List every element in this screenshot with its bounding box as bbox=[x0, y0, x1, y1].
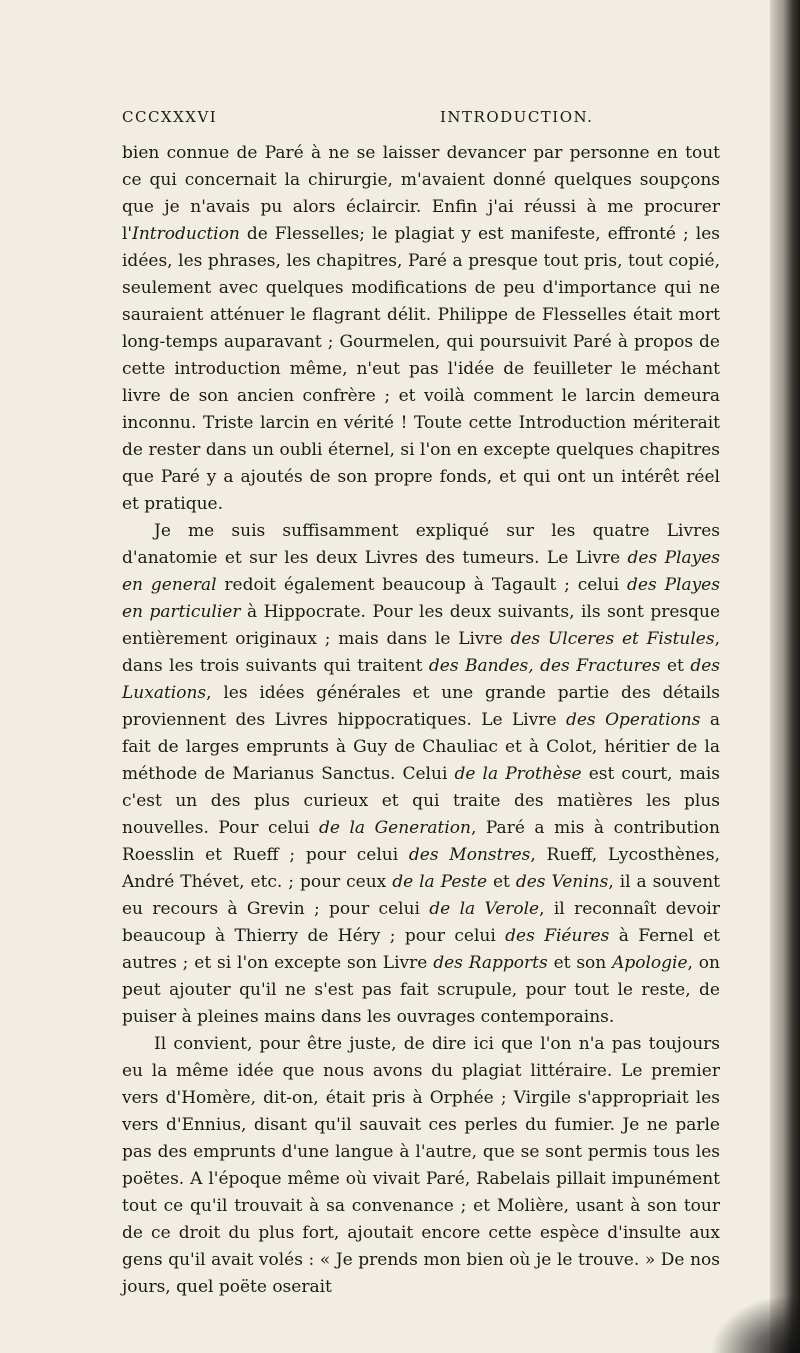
paragraph-3 bbox=[122, 1031, 720, 1301]
text-run: , il a souvent eu recours à Grevin ; pour celui bbox=[122, 872, 720, 919]
body-text bbox=[122, 140, 720, 1301]
running-title: INTRODUCTION. bbox=[440, 108, 594, 126]
page-edge-shadow bbox=[770, 0, 800, 1353]
text-run: bien connue de Paré à ne se laisser devancer par personne en tout ce qui concernait la chirurgie, m'avaient donné quelques soupçons que je n'avais pu alors éclaircir. Enfin j'ai réussi à me procurer l' bbox=[122, 143, 720, 244]
text-run: de Flesselles; le plagiat y est manifeste, effronté ; les idées, les phrases, les chapitres, Paré a presque tout pris, tout copié, seulement avec quelques modifications de peu d'importance qui ne sauraient atténuer le flagrant délit. Philippe de Flesselles était mort long-temps auparavant ; Gourmelen, qui poursuivit Paré à propos de cette introduction même, n'eut pas l'idée de feuilleter le méchant livre de son ancien confrère ; et voilà comment le larcin demeura inconnu. Triste larcin en vérité ! Toute cette Introduction mériterait de rester dans un oubli éternel, si l'on en excepte quelques chapitres que Paré y a ajoutés de son propre fonds, et qui ont un intérêt réel et pratique. bbox=[122, 224, 720, 514]
text-run: et son bbox=[547, 953, 613, 973]
text-run: , les idées générales et une grande partie des détails proviennent des Livres hippocratiques. Le Livre bbox=[122, 683, 720, 730]
text-run: à Hippocrate. Pour les deux suivants, ils sont presque entièrement originaux ; mais dans le Livre bbox=[122, 602, 721, 649]
italic-title-text: de la Generation bbox=[318, 818, 471, 838]
italic-title-text: des Venins bbox=[515, 872, 609, 892]
page-header bbox=[122, 108, 722, 134]
italic-title-text: de la Prothèse bbox=[454, 764, 582, 784]
text-run: , dans les trois suivants qui traitent bbox=[122, 629, 720, 676]
text-run: , on peut ajouter qu'il ne s'est pas fait scrupule, pour tout le reste, de puiser à pleines mains dans les ouvrages contemporains. bbox=[122, 953, 720, 1027]
text-run: a fait de larges emprunts à Guy de Chauliac et à Colot, héritier de la méthode de Marianus Sanctus. Celui bbox=[122, 710, 720, 784]
text-run: Je me suis suffisamment expliqué sur les quatre Livres d'anatomie et sur les deux Livres des tumeurs. Le Livre bbox=[122, 521, 720, 568]
text-run: , Rueff, Lycosthènes, André Thévet, etc. ; pour ceux bbox=[122, 845, 720, 892]
italic-title-text: Apologie bbox=[612, 953, 688, 973]
text-run: , il reconnaît devoir beaucoup à Thierry de Héry ; pour celui bbox=[122, 899, 720, 946]
page-number: CCCXXXVI bbox=[122, 108, 218, 126]
text-run: Il convient, pour être juste, de dire ici que l'on n'a pas toujours eu la même idée que nous avons du plagiat littéraire. Le premier vers d'Homère, dit-on, était pris à Orphée ; Virgile s'appropriait les vers d'Ennius, disant qu'il sauvait ces perles du fumier. Je ne parle pas des emprunts d'une langue à l'autre, que se sont permis tous les poëtes. A l'époque même où vivait Paré, Rabelais pillait impunément tout ce qu'il trouvait à sa convenance ; et Molière, usant à son tour de ce droit du plus fort, ajoutait encore cette espèce d'insulte aux gens qu'il avait volés : « Je prends mon bien où je le trouve. » De nos jours, quel poëte oserait bbox=[122, 1034, 720, 1297]
italic-title-text: des Monstres bbox=[408, 845, 531, 865]
italic-title-text: de la Peste bbox=[392, 872, 488, 892]
paragraph-2 bbox=[122, 518, 720, 1031]
italic-title-text: des Bandes, des Fractures bbox=[428, 656, 661, 676]
italic-title-text: des Rapports bbox=[433, 953, 548, 973]
italic-title-text: des Luxations bbox=[122, 656, 721, 703]
italic-title-text: Introduction bbox=[132, 224, 240, 244]
text-run: redoit également beaucoup à Tagault ; celui bbox=[216, 575, 628, 595]
italic-title-text: des Playes en general bbox=[122, 548, 720, 595]
italic-title-text: des Ulceres et Fistules bbox=[510, 629, 715, 649]
paragraph-1 bbox=[122, 140, 720, 518]
page-corner-shadow bbox=[710, 1293, 800, 1353]
text-run: à Fernel et autres ; et si l'on excepte son Livre bbox=[122, 926, 720, 973]
text-run: et bbox=[487, 872, 516, 892]
text-run: et bbox=[660, 656, 691, 676]
italic-title-text: des Operations bbox=[565, 710, 701, 730]
text-run: , Paré a mis à contribution Roesslin et Rueff ; pour celui bbox=[122, 818, 720, 865]
italic-title-text: des Fiéures bbox=[505, 926, 610, 946]
text-run: est court, mais c'est un des plus curieux et qui traite des matières les plus nouvelles. Pour celui bbox=[122, 764, 721, 838]
italic-title-text: des Playes en particulier bbox=[122, 575, 720, 622]
italic-title-text: de la Verole bbox=[429, 899, 540, 919]
